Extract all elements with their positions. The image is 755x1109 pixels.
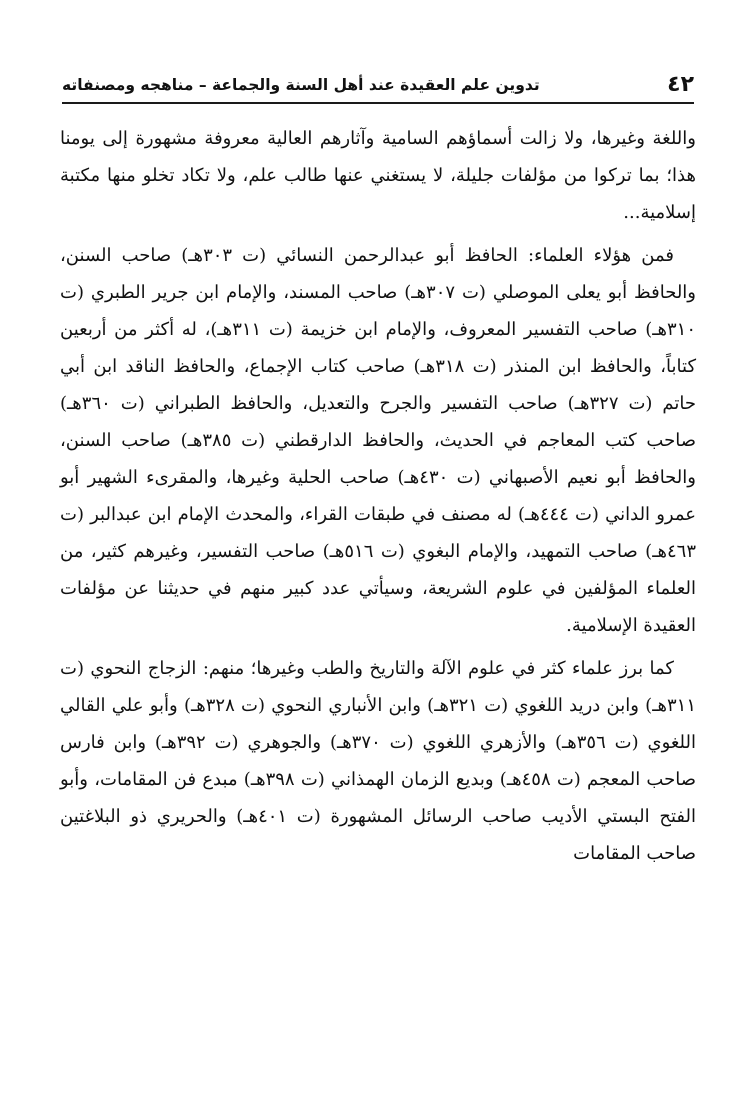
body-text: [60, 120, 696, 872]
paragraph-language-scholars: كما برز علماء كثر في علوم الآلة والتاريخ والطب وغيرها؛ منهم: الزجاج النحوي (ت ٣١١هـ) وابن دريد اللغوي (ت ٣٢١هـ) وابن الأنباري النحوي (ت ٣٢٨هـ) وأبو علي القالي اللغوي (ت ٣٥٦هـ) والأزهري اللغوي (ت ٣٧٠هـ) والجوهري (ت ٣٩٢هـ) وابن فارس صاحب المعجم (ت ٤٥٨هـ) وبديع الزمان الهمذاني (ت ٣٩٨هـ) مبدع فن المقامات، وأبو الفتح البستي الأديب صاحب الرسائل المشهورة (ت ٤٠١هـ) والحريري ذو البلاغتين صاحب المقامات: [60, 658, 696, 864]
paragraph-scholars-list: فمن هؤلاء العلماء: الحافظ أبو عبدالرحمن النسائي (ت ٣٠٣هـ) صاحب السنن، والحافظ أبو يعلى الموصلي (ت ٣٠٧هـ) صاحب المسند، والإمام ابن جرير الطبري (ت ٣١٠هـ) صاحب التفسير المعروف، والإمام ابن خزيمة (ت ٣١١هـ)، له أكثر من أربعين كتاباً، والحافظ ابن المنذر (ت ٣١٨هـ) صاحب كتاب الإجماع، والحافظ الناقد ابن أبي حاتم (ت ٣٢٧هـ) صاحب التفسير والجرح والتعديل، والحافظ الطبراني (ت ٣٦٠هـ) صاحب كتب المعاجم في الحديث، والحافظ الدارقطني (ت ٣٨٥هـ) صاحب السنن، والحافظ أبو نعيم الأصبهاني (ت ٤٣٠هـ) صاحب الحلية وغيرها، والمقرىء الشهير أبو عمرو الداني (ت ٤٤٤هـ) له مصنف في طبقات القراء، والمحدث الإمام ابن عبدالبر (ت ٤٦٣هـ) صاحب التمهيد، والإمام البغوي (ت ٥١٦هـ) صاحب التفسير، وغيرهم كثير، من العلماء المؤلفين في علوم الشريعة، وسيأتي عدد كبير منهم في حديثنا عن مؤلفات العقيدة الإسلامية.: [60, 245, 697, 636]
paragraph-continuation: واللغة وغيرها، ولا زالت أسماؤهم السامية وآثارهم العالية معروفة مشهورة إلى يومنا هذا؛ بما تركوا من مؤلفات جليلة، لا يستغني عنها طالب علم، ولا تكاد تخلو منها مكتبة إسلامية...: [60, 128, 696, 223]
running-title: تدوين علم العقيدة عند أهل السنة والجماعة – مناهجه ومصنفاته: [62, 76, 540, 94]
running-header: [62, 66, 694, 104]
page-number: ٤٢: [667, 72, 694, 97]
